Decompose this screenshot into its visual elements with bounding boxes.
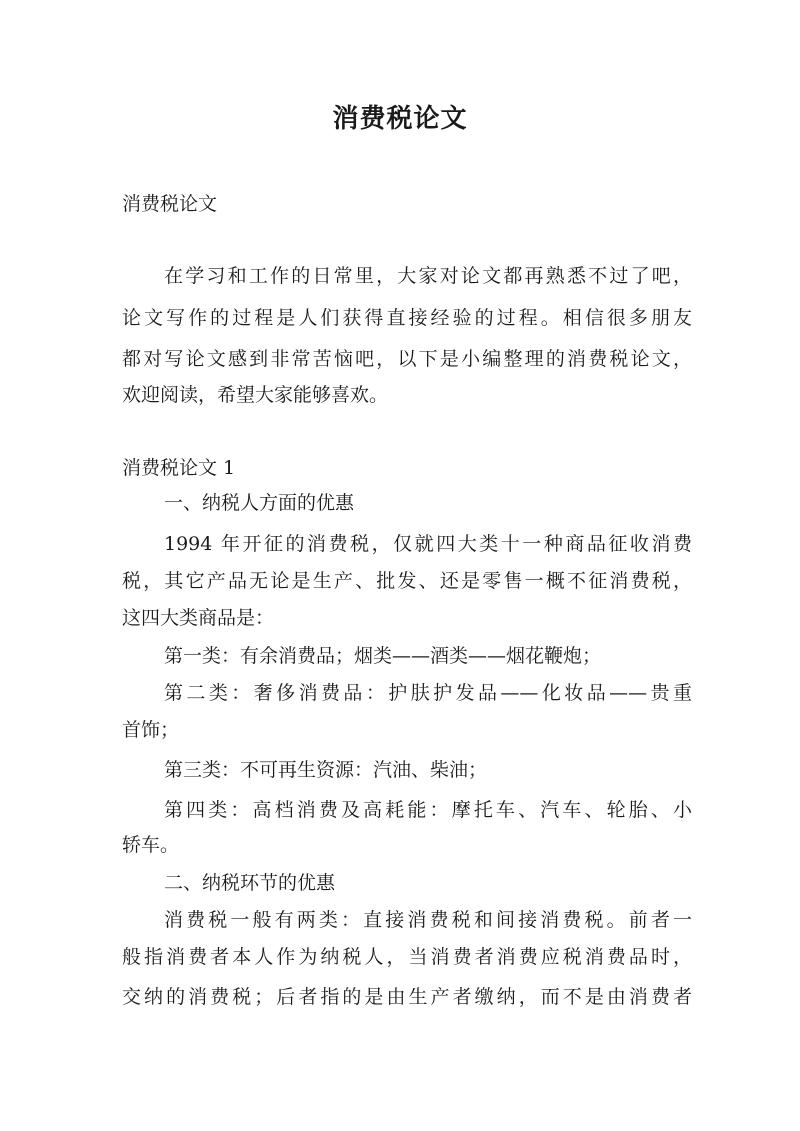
paragraph-line: 第一类：有余消费品；烟类——酒类——烟花鞭炮； xyxy=(164,645,602,667)
intro-paragraph-line: 在学习和工作的日常里，大家对论文都再熟悉不过了吧， xyxy=(164,265,692,287)
paragraph-line: 税，其它产品无论是生产、批发、还是零售一概不征消费税， xyxy=(122,570,692,592)
paragraph-line: 首饰； xyxy=(122,719,180,741)
paragraph-line: 第二类：奢侈消费品：护肤护发品——化妆品——贵重 xyxy=(164,682,692,704)
paragraph-line: 第四类：高档消费及高耗能：摩托车、汽车、轮胎、小 xyxy=(164,799,692,821)
paragraph-line: 轿车。 xyxy=(122,834,180,856)
paragraph-line: 这四大类商品是： xyxy=(122,607,275,629)
subheading: 一、纳税人方面的优惠 xyxy=(164,492,355,514)
subheading: 二、纳税环节的优惠 xyxy=(164,872,336,894)
paragraph-line: 交纳的消费税；后者指的是由生产者缴纳，而不是由消费者 xyxy=(122,986,692,1008)
section-heading: 消费税论文 1 xyxy=(122,457,236,479)
intro-paragraph-line: 都对写论文感到非常苦恼吧，以下是小编整理的消费税论文， xyxy=(122,348,692,370)
intro-paragraph-line: 欢迎阅读，希望大家能够喜欢。 xyxy=(122,384,389,406)
paragraph-line: 1994 年开征的消费税，仅就四大类十一种商品征收消费 xyxy=(164,533,692,555)
document-title: 消费税论文 xyxy=(332,104,468,134)
paragraph-line: 消费税一般有两类：直接消费税和间接消费税。前者一 xyxy=(164,909,692,931)
section-heading: 消费税论文 xyxy=(122,193,218,215)
paragraph-line: 般指消费者本人作为纳税人，当消费者消费应税消费品时， xyxy=(122,946,692,968)
paragraph-line: 第三类：不可再生资源：汽油、柴油； xyxy=(164,759,488,781)
intro-paragraph-line: 论文写作的过程是人们获得直接经验的过程。相信很多朋友 xyxy=(122,307,692,329)
